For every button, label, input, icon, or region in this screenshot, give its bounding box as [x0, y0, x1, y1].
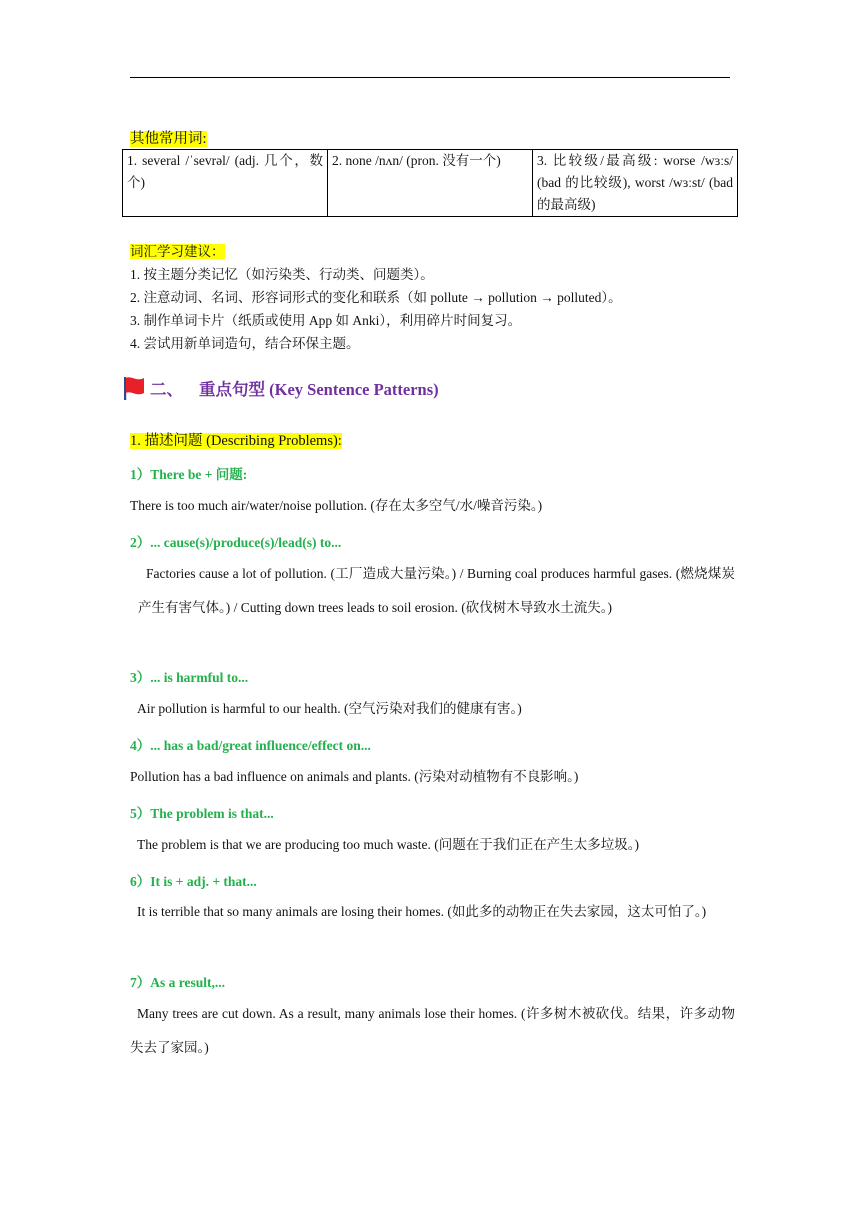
- table-row: [123, 150, 738, 217]
- pattern-example: It is terrible that so many animals are losing their homes. (如此多的动物正在失去家园，这太可怕了。): [137, 904, 707, 919]
- pattern-example: Factories cause a lot of pollution. (工厂造成大量污染。) / Burning coal produces harmful gases. (燃烧煤炭产生有害气体。) / Cutting down trees leads to soil erosion. (砍伐树木导致水土流失。): [138, 566, 735, 615]
- pattern-label: 7）As a result,...: [130, 975, 226, 990]
- vocab-cell-worse-worst: 3. 比较级/最高级: worse /wɜːs/ (bad 的比较级), worst /wɜːst/ (bad 的最高级): [533, 150, 738, 217]
- list-item: 1. 按主题分类记忆（如污染类、行动类、问题类）。: [130, 267, 434, 282]
- vocab-table: [122, 149, 738, 217]
- pattern-example: Many trees are cut down. As a result, many animals lose their homes. (许多树木被砍伐。结果，许多动物失去了家园。): [130, 1006, 735, 1055]
- pattern-example: Air pollution is harmful to our health. (空气污染对我们的健康有害。): [137, 701, 522, 716]
- vocab-cell-none: 2. none /nʌn/ (pron. 没有一个): [328, 150, 533, 217]
- pattern-label: 3）... is harmful to...: [130, 670, 249, 685]
- section-heading: [122, 374, 439, 402]
- subsection-title: 1. 描述问题 (Describing Problems):: [130, 433, 342, 449]
- pattern-example: The problem is that we are producing too much waste. (问题在于我们正在产生太多垃圾。): [137, 837, 640, 852]
- other-words-title: 其他常用词:: [130, 131, 207, 147]
- section-number: 二、: [150, 380, 183, 399]
- pattern-label: 4）... has a bad/great influence/effect on...: [130, 738, 371, 753]
- list-item: 3. 制作单词卡片（纸质或使用 App 如 Anki），利用碎片时间复习。: [130, 313, 522, 328]
- flag-icon: [122, 374, 148, 402]
- pattern-label: 5）The problem is that...: [130, 806, 274, 821]
- list-item: 2. 注意动词、名词、形容词形式的变化和联系（如 pollute → pollution → polluted）。: [130, 290, 622, 305]
- section-title: 重点句型 (Key Sentence Patterns): [199, 380, 439, 399]
- pattern-example: Pollution has a bad influence on animals and plants. (污染对动植物有不良影响。): [130, 769, 579, 784]
- list-item: 4. 尝试用新单词造句，结合环保主题。: [130, 336, 360, 351]
- pattern-label: 2）... cause(s)/produce(s)/lead(s) to...: [130, 535, 342, 550]
- pattern-label: 6）It is + adj. + that...: [130, 874, 257, 889]
- pattern-label: 1）There be + 问题:: [130, 467, 248, 482]
- header-rule: [130, 77, 730, 78]
- study-tips-title: 词汇学习建议：: [130, 244, 225, 259]
- pattern-example: There is too much air/water/noise pollution. (存在太多空气/水/噪音污染。): [130, 498, 543, 513]
- vocab-cell-several: 1. several /ˈsevrəl/ (adj. 几个，数个): [123, 150, 328, 217]
